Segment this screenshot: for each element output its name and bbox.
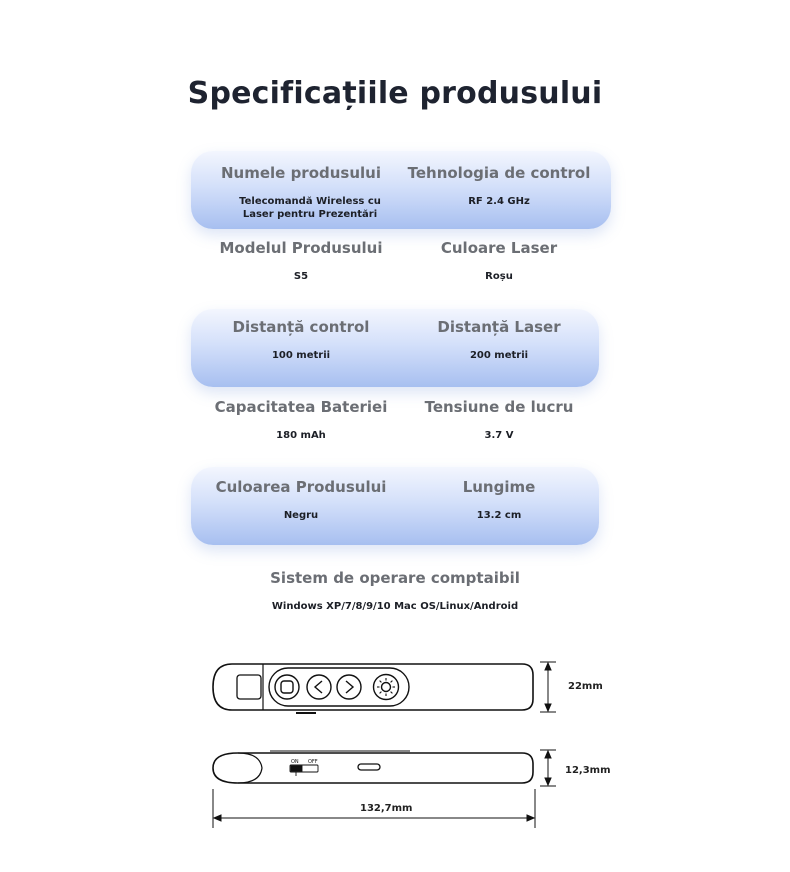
height-dimension-label: 22mm bbox=[568, 681, 603, 692]
laser-button-icon bbox=[374, 675, 399, 700]
spec-label-control-technology: Tehnologia de control bbox=[407, 164, 591, 182]
next-button-icon bbox=[337, 675, 361, 699]
spec-value-laser-color: Roșu bbox=[485, 271, 513, 282]
spec-label-laser-distance: Distanță Laser bbox=[437, 318, 561, 336]
spec-label-product-model: Modelul Produsului bbox=[219, 239, 383, 257]
spec-label-battery-capacity: Capacitatea Bateriei bbox=[214, 398, 388, 416]
spec-label-laser-color: Culoare Laser bbox=[440, 239, 558, 257]
page-title: Specificațiile produsului bbox=[187, 76, 603, 111]
spec-value-battery-capacity: 180 mAh bbox=[276, 430, 326, 441]
laser-window bbox=[237, 675, 261, 699]
spec-label-compatible-os: Sistem de operare comptaibil bbox=[270, 569, 520, 587]
spec-value-length: 13.2 cm bbox=[476, 510, 522, 521]
spec-value-laser-distance: 200 metrii bbox=[469, 350, 529, 361]
spec-value-control-distance: 100 metrii bbox=[271, 350, 331, 361]
spec-label-working-voltage: Tensiune de lucru bbox=[424, 398, 574, 416]
spec-value-compatible-os: Windows XP/7/8/9/10 Mac OS/Linux/Android bbox=[271, 601, 519, 612]
spec-value-product-color: Negru bbox=[283, 510, 319, 521]
spec-label-length: Lungime bbox=[462, 478, 536, 496]
length-dimension-label: 132,7mm bbox=[360, 803, 413, 814]
button-panel bbox=[269, 668, 409, 706]
usb-c-port bbox=[358, 764, 380, 770]
spec-value-product-model: S5 bbox=[293, 271, 309, 282]
spec-value-control-technology: RF 2.4 GHz bbox=[468, 196, 530, 207]
presenter-side-view-outline bbox=[213, 753, 533, 783]
thickness-dimension-label: 12,3mm bbox=[565, 765, 611, 776]
switch-off-label: OFF bbox=[308, 759, 318, 765]
blank-screen-button-icon bbox=[275, 675, 299, 699]
spec-label-product-color: Culoarea Produsului bbox=[215, 478, 387, 496]
spec-value-working-voltage: 3.7 V bbox=[484, 430, 514, 441]
spec-label-product-name: Numele produsului bbox=[221, 164, 381, 182]
spec-label-control-distance: Distanță control bbox=[232, 318, 370, 336]
previous-button-icon bbox=[307, 675, 331, 699]
power-switch bbox=[290, 765, 318, 776]
spec-value-product-name: Telecomandă Wireless cu Laser pentru Prezentări bbox=[239, 196, 381, 220]
switch-on-label: ON bbox=[291, 759, 299, 765]
